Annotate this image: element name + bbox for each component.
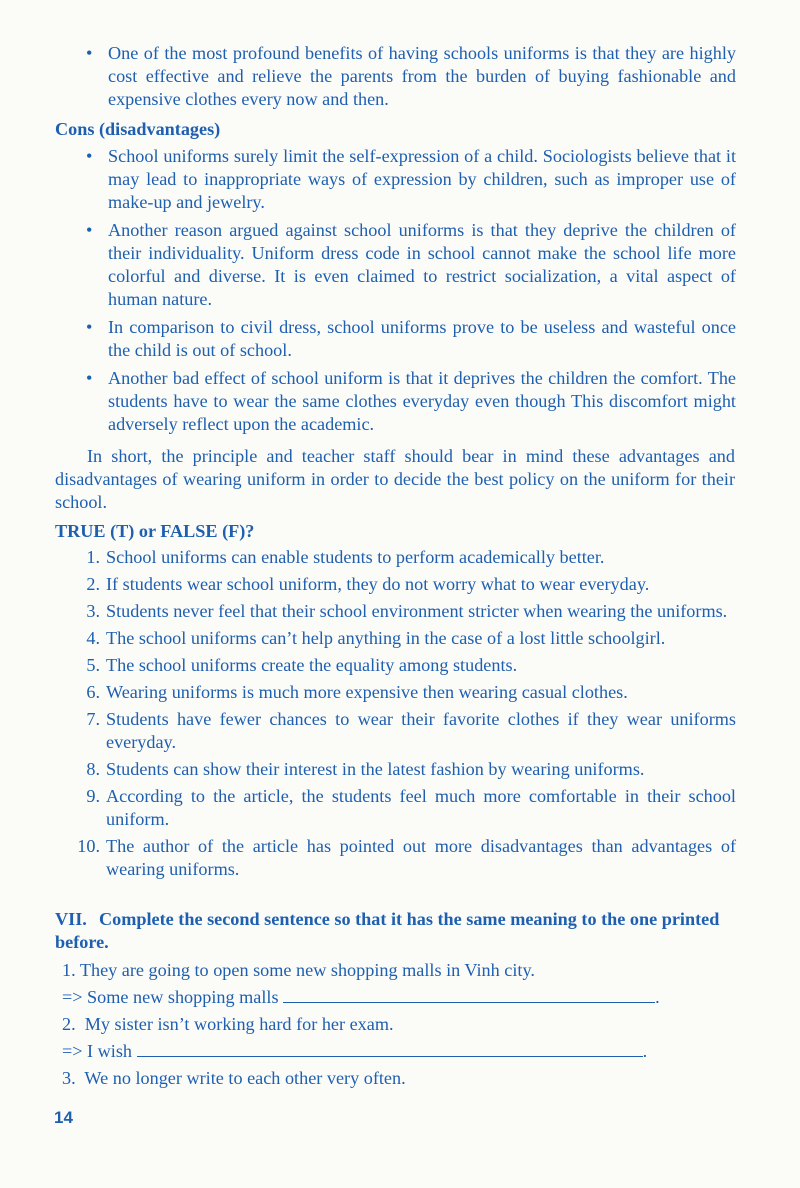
list-item bbox=[70, 546, 736, 569]
exercise-text: We no longer write to each other very often. bbox=[84, 1068, 406, 1088]
item-number: 1. bbox=[86, 547, 100, 567]
exercise-number: 1. bbox=[62, 960, 76, 980]
exercise-2-answer bbox=[62, 1040, 742, 1063]
item-number: 9. bbox=[86, 786, 100, 806]
bullet-item bbox=[86, 367, 736, 436]
item-text: According to the article, the students feel much more comfortable in their school uniform. bbox=[106, 786, 736, 829]
bullet-text: One of the most profound benefits of having schools uniforms is that they are highly cost effective and relieve the parents from the burden of buying fashionable and expensive clothes every now and then. bbox=[108, 43, 736, 109]
item-number: 10. bbox=[77, 836, 100, 856]
bullet-item bbox=[86, 42, 736, 111]
list-item bbox=[70, 758, 736, 781]
bullet-dot: • bbox=[86, 368, 93, 388]
answer-prefix: => I wish bbox=[62, 1041, 133, 1061]
bullet-dot: • bbox=[86, 220, 93, 240]
true-false-heading: TRUE (T) or FALSE (F)? bbox=[55, 521, 255, 541]
bullet-text: Another bad effect of school uniform is that it deprives the children the comfort. The students have to wear the same clothes everyday even though This discomfort might adversely reflect upon the academic. bbox=[108, 368, 736, 434]
cons-heading: Cons (disadvantages) bbox=[55, 119, 221, 139]
list-item bbox=[70, 708, 736, 754]
conclusion-paragraph: In short, the principle and teacher staff should bear in mind these advantages and disadvantages of wearing uniform in order to decide the best policy on the uniform for their school. bbox=[55, 446, 735, 512]
exercise-1-sentence bbox=[62, 959, 742, 982]
item-text: The author of the article has pointed out more disadvantages than advantages of wearing uniforms. bbox=[106, 836, 736, 879]
section-number: VII. bbox=[55, 909, 87, 929]
exercise-1-answer bbox=[62, 986, 742, 1009]
item-text: The school uniforms create the equality among students. bbox=[106, 655, 518, 675]
list-item bbox=[70, 785, 736, 831]
list-item bbox=[70, 681, 736, 704]
item-text: The school uniforms can’t help anything in the case of a lost little schoolgirl. bbox=[106, 628, 666, 648]
item-text: Students never feel that their school environment stricter when wearing the uniforms. bbox=[106, 601, 728, 621]
intro-bullet-list bbox=[86, 42, 736, 116]
item-number: 3. bbox=[86, 601, 100, 621]
exercise-2-sentence bbox=[62, 1013, 742, 1036]
answer-period: . bbox=[642, 1041, 648, 1061]
bullet-text: School uniforms surely limit the self-expression of a child. Sociologists believe that it may lead to inappropriate ways of expression by children, such as improper use of make-up and jewelry. bbox=[108, 146, 736, 212]
bullet-dot: • bbox=[86, 146, 93, 166]
exercise-number: 3. bbox=[62, 1068, 76, 1088]
item-text: If students wear school uniform, they do not worry what to wear everyday. bbox=[106, 574, 650, 594]
item-text: Students have fewer chances to wear their favorite clothes if they wear uniforms everyday. bbox=[106, 709, 736, 752]
cons-bullet-list bbox=[86, 145, 736, 441]
list-item bbox=[70, 627, 736, 650]
list-item bbox=[70, 600, 736, 623]
answer-period: . bbox=[655, 987, 660, 1007]
page-number: 14 bbox=[54, 1108, 73, 1127]
item-number: 2. bbox=[86, 574, 100, 594]
list-item bbox=[70, 573, 736, 596]
answer-blank[interactable] bbox=[137, 1040, 643, 1057]
bullet-text: Another reason argued against school uniforms is that they deprive the children of their individuality. Uniform dress code in school cannot make the school life more colorful and diverse. It is even claimed to restrict socialization, a vital aspect of human nature. bbox=[108, 220, 736, 309]
section-vii-title bbox=[55, 908, 737, 954]
item-text: School uniforms can enable students to perform academically better. bbox=[106, 547, 605, 567]
exercise-3-sentence bbox=[62, 1067, 742, 1090]
section-title-text: Complete the second sentence so that it has the same meaning to the one printed before. bbox=[55, 909, 720, 952]
item-number: 6. bbox=[86, 682, 100, 702]
item-number: 5. bbox=[86, 655, 100, 675]
answer-blank[interactable] bbox=[283, 986, 655, 1003]
bullet-text: In comparison to civil dress, school uniforms prove to be useless and wasteful once the child is out of school. bbox=[108, 317, 736, 360]
item-text: Students can show their interest in the latest fashion by wearing uniforms. bbox=[106, 759, 645, 779]
bullet-item bbox=[86, 316, 736, 362]
bullet-item bbox=[86, 145, 736, 214]
item-number: 7. bbox=[86, 709, 100, 729]
exercise-number: 2. bbox=[62, 1014, 76, 1034]
item-number: 8. bbox=[86, 759, 100, 779]
bullet-item bbox=[86, 219, 736, 311]
item-text: Wearing uniforms is much more expensive then wearing casual clothes. bbox=[106, 682, 628, 702]
exercise-text: My sister isn’t working hard for her exam. bbox=[84, 1014, 394, 1034]
list-item bbox=[70, 835, 736, 881]
bullet-dot: • bbox=[86, 317, 93, 337]
item-number: 4. bbox=[86, 628, 100, 648]
list-item bbox=[70, 654, 736, 677]
answer-prefix: => Some new shopping malls bbox=[62, 987, 279, 1007]
exercise-text: They are going to open some new shopping malls in Vinh city. bbox=[79, 960, 535, 980]
bullet-dot: • bbox=[86, 43, 93, 63]
true-false-list bbox=[70, 546, 736, 885]
